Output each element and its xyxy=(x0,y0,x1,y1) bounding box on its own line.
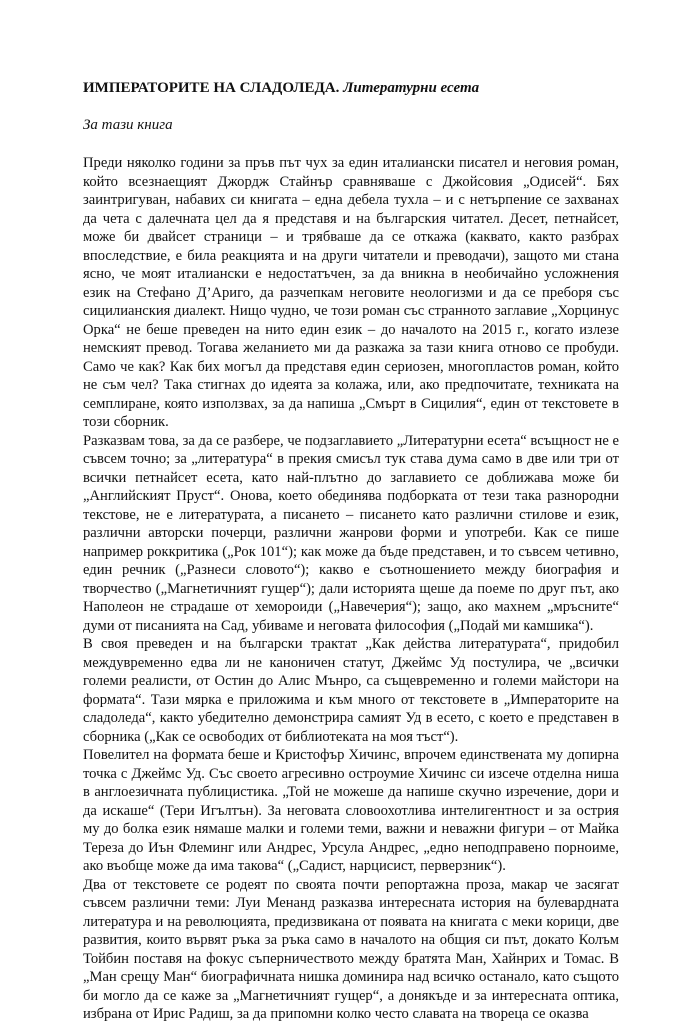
paragraph: Повелител на формата беше и Кристофър Хичинс, впрочем единствената му допирна точка с Джеймс Уд. Със своето агресивно остроумие Хичинс си изсече отделна ниша в англоезичната публицистика. „Той не можеше да напише скучно изречение, дори и да искаше“ (Тери Игълтън). За неговата словоохотлива интелигентност и за острия му до болка език нямаше малки и големи теми, важни и неважни фигури – от Майка Тереза до Иън Флеминг или Андрес, Урсула Андрес, „едно неподправено порноиме, ако въобще може да има такова“ („Садист, нарцисист, перверзник“). xyxy=(83,747,619,874)
paragraph: В своя преведен и на български трактат „Как действа литературата“, придобил междувременно едва ли не каноничен статут, Джеймс Уд постулира, че „всички големи реалисти, от Остин до Алис Мънро, са същевременно и големи майстори на формата“. Тази мярка е приложима и към много от текстовете в „Императорите на сладоледа“, както убедително демонстрира самият Уд в есето, с което е представен в сборника („Как се освободих от библиотеката на моя тъст“). xyxy=(83,636,619,745)
paragraph: Преди няколко години за пръв път чух за един италиански писател и неговия роман, който всезнаещият Джордж Стайнър сравняваше с Джойсовия „Одисей“. Бях заинтригуван, набавих си книгата – една дебела тухла – и с нетърпение се захванах да чета с далечната цел да я представя и на българския читател. Десет, петнайсет, може би двайсет страници – и трябваше да се откажа (каквато, както разбрах впоследствие, е била реакцията и на други читатели и преводачи), защото ми стана ясно, че моят италиански е недостатъчен, за да вникна в необичайно усложнения език на Стефано Д’Ариго, да разчепкам неговите неологизми и да се преборя със сицилианския диалект. Нищо чудно, че този роман със странното заглавие „Хорцинус Орка“ не беше преведен на нито един език – до началото на 2015 г., когато излезе немският превод. Тогава желанието ми да разкажа за тази книга отново се пробуди. Само че как? Как бих могъл да представя един сериозен, многопластов роман, който не съм чел? Така стигнах до идеята за колажа, или, ако предпочитате, техниката на семплиране, която използвах, за да напиша „Смърт в Сицилия“, един от текстовете в този сборник. xyxy=(83,155,619,430)
body-text xyxy=(83,154,619,1024)
document-title xyxy=(83,80,479,97)
title-main: ИМПЕРАТОРИТЕ НА СЛАДОЛЕДА. xyxy=(83,80,340,96)
paragraph: Разказвам това, за да се разбере, че подзаглавието „Литературни есета“ всъщност не е съвсем точно; за „литература“ в прекия смисъл тук става дума само в две или три от всички петнайсет есета, като най-плътно до заглавието се доближава може би „Английският Пруст“. Онова, което обединява подборката от тези така разнородни текстове, не е литературата, а писането – писането като различни стилове и език, различни авторски почерци, различни жанрови форми и употреби. Как се пише например роккритика („Рок 101“); как може да бъде представен, и то съвсем четивно, един речник („Разнеси словото“); какво е съотношението между биография и творчество („Магнетичният гущер“); дали историята щеше да поеме по друг път, ако Наполеон не страдаше от хемороиди („Навечерия“); защо, ако махнем „мръсните“ думи от писанията на Сад, убиваме и неговата философия („Подай ми камшика“). xyxy=(83,432,619,634)
section-heading: За тази книга xyxy=(83,117,173,133)
title-subtitle: Литературни есета xyxy=(343,80,480,96)
paragraph: Два от текстовете се родеят по своята почти репортажна проза, макар че засягат съвсем различни теми: Луи Менанд разказва интересната история на булевардната литература и на революцията, предизвикана от появата на книгата с меки корици, две развития, които вървят ръка за ръка само в началото на общия си път, докато Колъм Тойбин поставя на фокус съперничеството между братята Ман, Хайнрих и Томас. В „Ман срещу Ман“ биографичната нишка доминира над всичко останало, като същото би могло да се каже за „Магнетичният гущер“, а донякъде и за интересната оптика, избрана от Ирис Радиш, за да припомни колко често славата на твореца се оказва xyxy=(83,876,619,1022)
